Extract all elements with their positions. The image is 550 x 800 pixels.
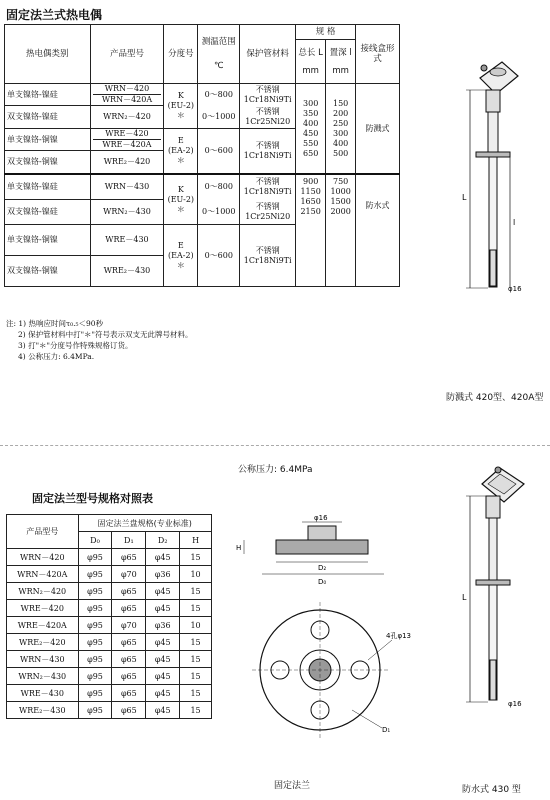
spec-value: 1000 bbox=[330, 187, 351, 196]
flange-h-label: H bbox=[236, 544, 242, 552]
flange-value-cell: φ95 bbox=[78, 600, 112, 617]
table-row bbox=[7, 634, 212, 651]
flange-d0-label: D₀ bbox=[318, 578, 327, 586]
table-row bbox=[7, 685, 212, 702]
range-cell: 0～600 bbox=[198, 225, 240, 287]
spec-total-length-420 bbox=[296, 84, 326, 175]
material-line: 1Cr18Ni9Ti bbox=[243, 187, 292, 197]
grade-sub: (EA-2)＊ bbox=[168, 250, 194, 270]
flange-value-cell: φ65 bbox=[112, 685, 146, 702]
table-row bbox=[7, 549, 212, 566]
model-cell: WRE₂－430 bbox=[7, 702, 79, 719]
header-junction-box: 接线盒形式 bbox=[356, 25, 400, 84]
caption-420: 防溅式 420型、420A型 bbox=[446, 393, 544, 403]
range-cell: 0～600 bbox=[198, 129, 240, 175]
flange-value-cell: φ95 bbox=[78, 634, 112, 651]
flange-value-cell: φ95 bbox=[78, 668, 112, 685]
material-line: 1Cr18Ni9Ti bbox=[243, 151, 292, 160]
model-cell: WRE₂－420 bbox=[90, 151, 164, 175]
spec-value: 400 bbox=[332, 138, 349, 148]
row-type: 单支镍铬-镍硅 bbox=[5, 84, 91, 106]
header-total-length bbox=[296, 40, 326, 84]
thermocouple-spec-table bbox=[4, 24, 400, 287]
flange-value-cell: φ65 bbox=[112, 668, 146, 685]
dim-L-label: L bbox=[462, 593, 467, 602]
table-row bbox=[7, 617, 212, 634]
model-cell: WRE－420A bbox=[93, 139, 162, 150]
flange-value-cell: 15 bbox=[180, 583, 212, 600]
flange-value-cell: 15 bbox=[180, 549, 212, 566]
header-d0: D₀ bbox=[78, 532, 112, 549]
model-cell: WRN₂－420 bbox=[7, 583, 79, 600]
flange-value-cell: φ65 bbox=[112, 600, 146, 617]
spec-value: 550 bbox=[303, 138, 319, 148]
caption-430: 防水式 430 型 bbox=[462, 785, 521, 795]
flange-value-cell: φ45 bbox=[146, 702, 180, 719]
model-cell: WRE－430 bbox=[7, 685, 79, 702]
header-insert-depth-label: 置深 l bbox=[329, 47, 352, 58]
material-line: 1Cr25Ni20 bbox=[245, 116, 291, 126]
row-models bbox=[90, 84, 164, 106]
header-total-length-label: 总长 L bbox=[298, 47, 323, 58]
model-cell: WRN－420A bbox=[93, 94, 162, 105]
material-line: 1Cr18Ni9Ti bbox=[243, 94, 292, 104]
model-cell: WRE₂－430 bbox=[90, 256, 164, 287]
table-row bbox=[7, 600, 212, 617]
model-cell: WRE₂－420 bbox=[7, 634, 79, 651]
spec-insert-depth-430 bbox=[326, 174, 356, 287]
notes bbox=[6, 318, 192, 362]
flange-d16-label: φ16 bbox=[314, 514, 328, 522]
header-d2: D₂ bbox=[146, 532, 180, 549]
flange-value-cell: φ95 bbox=[78, 685, 112, 702]
row-type: 单支镍铬-镍硅 bbox=[5, 174, 91, 200]
dim-l-label: l bbox=[513, 218, 516, 227]
spec-value: 1500 bbox=[330, 197, 351, 206]
model-cell: WRE－420 bbox=[7, 600, 79, 617]
spec-value: 2150 bbox=[300, 207, 321, 216]
flange-value-cell: φ95 bbox=[78, 566, 112, 583]
section-divider bbox=[0, 445, 550, 446]
grade-sub: (EA-2)＊ bbox=[168, 146, 194, 165]
material-cell bbox=[240, 174, 296, 200]
flange-value-cell: φ45 bbox=[146, 685, 180, 702]
model-cell: WRN－430 bbox=[7, 651, 79, 668]
header-type: 热电偶类别 bbox=[5, 25, 91, 84]
dim-diameter-label: φ16 bbox=[508, 700, 522, 708]
material-cell bbox=[240, 225, 296, 287]
junction-box-430: 防水式 bbox=[356, 174, 400, 287]
dim-diameter-label: φ16 bbox=[508, 285, 522, 293]
flange-holes-label: 4孔φ13 bbox=[386, 632, 411, 640]
header-material: 保护管材料 bbox=[240, 25, 296, 84]
flange-value-cell: 15 bbox=[180, 600, 212, 617]
flange-value-cell: 10 bbox=[180, 566, 212, 583]
spec-value: 400 bbox=[303, 118, 319, 128]
flange-value-cell: φ36 bbox=[146, 617, 180, 634]
material-line: 不锈钢 bbox=[255, 141, 280, 150]
flange-value-cell: φ65 bbox=[112, 651, 146, 668]
spec-value: 150 bbox=[332, 98, 349, 108]
row-type: 双支镍铬-镍硅 bbox=[5, 106, 91, 129]
header-mm-2: mm bbox=[332, 65, 349, 76]
flange-d1-label: D₁ bbox=[382, 726, 391, 734]
thermocouple-420-drawing bbox=[440, 50, 550, 310]
model-cell: WRE－420A bbox=[7, 617, 79, 634]
flange-caption: 固定法兰 bbox=[274, 781, 311, 791]
flange-d2-label: D₂ bbox=[318, 564, 327, 572]
model-cell: WRN－420 bbox=[104, 84, 150, 93]
header-range-label: 测温范围 bbox=[201, 37, 236, 47]
flange-value-cell: 15 bbox=[180, 651, 212, 668]
spec-insert-depth-420 bbox=[326, 84, 356, 175]
model-cell: WRN₂－430 bbox=[7, 668, 79, 685]
model-cell: WRN₂－420 bbox=[90, 106, 164, 129]
flange-value-cell: 15 bbox=[180, 668, 212, 685]
material-line: 1Cr25Ni20 bbox=[245, 211, 291, 221]
row-type: 双支镍铬-镍硅 bbox=[5, 200, 91, 225]
dim-L-label: L bbox=[462, 193, 467, 202]
material-line: 不锈钢 bbox=[255, 106, 280, 116]
thermocouple-430-drawing bbox=[440, 460, 550, 730]
material-line: 1Cr18Ni9Ti bbox=[243, 255, 292, 265]
flange-value-cell: φ45 bbox=[146, 668, 180, 685]
row-type: 单支镍铬-铜镍 bbox=[5, 129, 91, 151]
header-insert-depth bbox=[326, 40, 356, 84]
model-cell: WRN－430 bbox=[90, 174, 164, 200]
flange-drawing bbox=[232, 500, 432, 760]
spec-value: 350 bbox=[303, 108, 319, 118]
range-cell: 0～1000 bbox=[198, 200, 240, 225]
model-cell: WRE－420 bbox=[105, 129, 149, 138]
spec-value: 250 bbox=[332, 118, 349, 128]
material-line: 不锈钢 bbox=[255, 177, 280, 187]
spec-value: 450 bbox=[303, 128, 319, 138]
grade-letter: K bbox=[177, 184, 184, 194]
grade-letter: E bbox=[177, 136, 184, 145]
flange-value-cell: φ70 bbox=[112, 566, 146, 583]
row-type: 双支镍铬-铜镍 bbox=[5, 151, 91, 175]
header-range-unit: ℃ bbox=[213, 61, 224, 71]
flange-value-cell: 15 bbox=[180, 685, 212, 702]
grade-cell bbox=[164, 84, 198, 129]
header-grade: 分度号 bbox=[164, 25, 198, 84]
note-line: 4) 公称压力: 6.4MPa. bbox=[18, 352, 95, 361]
table-row bbox=[7, 583, 212, 600]
material-line: 不锈钢 bbox=[255, 201, 280, 211]
header-d1: D₁ bbox=[112, 532, 146, 549]
flange-value-cell: φ70 bbox=[112, 617, 146, 634]
model-cell: WRN－420A bbox=[7, 566, 79, 583]
header-model: 产品型号 bbox=[7, 515, 79, 549]
pressure-label: 公称压力: 6.4MPa bbox=[238, 465, 313, 475]
flange-value-cell: φ95 bbox=[78, 702, 112, 719]
spec-value: 300 bbox=[303, 98, 319, 108]
material-cell bbox=[240, 106, 296, 129]
spec-value: 2000 bbox=[330, 207, 351, 216]
model-cell: WRN₂－430 bbox=[90, 200, 164, 225]
spec-value: 200 bbox=[332, 108, 349, 118]
header-range bbox=[198, 25, 240, 84]
range-cell: 0～800 bbox=[198, 174, 240, 200]
spec-value: 1150 bbox=[300, 187, 321, 196]
spec-value: 900 bbox=[303, 177, 319, 186]
flange-value-cell: φ45 bbox=[146, 651, 180, 668]
spec-value: 300 bbox=[332, 128, 349, 138]
junction-box-420: 防溅式 bbox=[356, 84, 400, 175]
flange-value-cell: φ45 bbox=[146, 600, 180, 617]
range-cell: 0～800 bbox=[198, 84, 240, 106]
table-row bbox=[7, 566, 212, 583]
flange-value-cell: φ45 bbox=[146, 549, 180, 566]
model-cell: WRN－420 bbox=[7, 549, 79, 566]
spec-value: 750 bbox=[332, 177, 349, 186]
flange-value-cell: 10 bbox=[180, 617, 212, 634]
material-line: 不锈钢 bbox=[255, 245, 280, 255]
model-cell: WRE－430 bbox=[90, 225, 164, 256]
header-spec: 规 格 bbox=[296, 25, 356, 40]
note-line: 注: 1) 热响应时间τ₀.₅＜90秒 bbox=[6, 319, 104, 328]
flange-value-cell: φ95 bbox=[78, 549, 112, 566]
row-type: 双支镍铬-铜镍 bbox=[5, 256, 91, 287]
spec-total-length-430 bbox=[296, 174, 326, 287]
flange-value-cell: φ45 bbox=[146, 583, 180, 600]
row-type: 单支镍铬-铜镍 bbox=[5, 225, 91, 256]
grade-cell bbox=[164, 174, 198, 225]
grade-sub: (EU-2)＊ bbox=[167, 194, 195, 214]
material-cell bbox=[240, 200, 296, 225]
material-cell bbox=[240, 129, 296, 175]
flange-value-cell: φ65 bbox=[112, 634, 146, 651]
flange-value-cell: φ65 bbox=[112, 702, 146, 719]
flange-value-cell: φ36 bbox=[146, 566, 180, 583]
flange-value-cell: 15 bbox=[180, 634, 212, 651]
flange-value-cell: φ65 bbox=[112, 583, 146, 600]
grade-cell bbox=[164, 225, 198, 287]
table-row bbox=[7, 651, 212, 668]
flange-spec-table bbox=[6, 514, 212, 719]
spec-value: 1650 bbox=[300, 197, 321, 206]
table2-title: 固定法兰型号规格对照表 bbox=[32, 492, 153, 505]
spec-value: 650 bbox=[303, 148, 319, 158]
grade-sub: (EU-2)＊ bbox=[167, 101, 195, 120]
flange-value-cell: 15 bbox=[180, 702, 212, 719]
flange-value-cell: φ95 bbox=[78, 617, 112, 634]
material-line: 不锈钢 bbox=[255, 84, 280, 94]
flange-value-cell: φ95 bbox=[78, 651, 112, 668]
table-row bbox=[7, 668, 212, 685]
flange-value-cell: φ65 bbox=[112, 549, 146, 566]
grade-cell bbox=[164, 129, 198, 175]
flange-value-cell: φ95 bbox=[78, 583, 112, 600]
header-h: H bbox=[180, 532, 212, 549]
header-model: 产品型号 bbox=[90, 25, 164, 84]
flange-value-cell: φ45 bbox=[146, 634, 180, 651]
row-models bbox=[90, 129, 164, 151]
page-title: 固定法兰式热电偶 bbox=[6, 8, 103, 22]
header-flange: 固定法兰盘规格(专业标准) bbox=[78, 515, 211, 532]
grade-letter: K bbox=[177, 91, 184, 100]
grade-letter: E bbox=[177, 240, 184, 250]
header-mm-1: mm bbox=[302, 65, 319, 76]
range-cell: 0～1000 bbox=[198, 106, 240, 129]
table-row bbox=[7, 702, 212, 719]
note-line: 2) 保护管材料中打"＊"符号表示双支无此牌号材料。 bbox=[18, 330, 193, 339]
note-line: 3) 打"＊"分度号作特殊规格订货。 bbox=[18, 341, 133, 350]
material-cell bbox=[240, 84, 296, 106]
spec-value: 500 bbox=[332, 148, 349, 158]
